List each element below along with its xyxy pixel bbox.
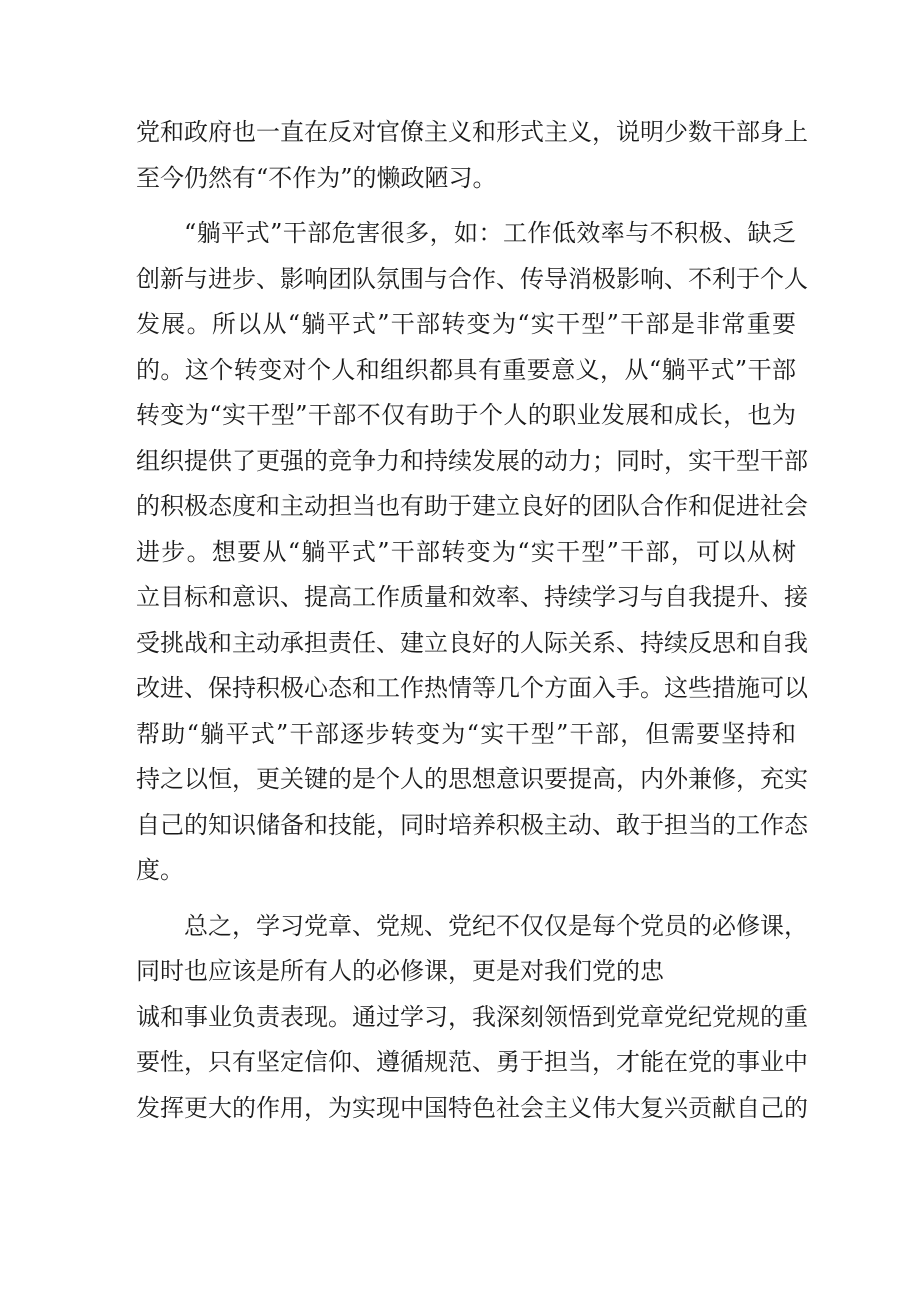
paragraph-gap xyxy=(136,894,796,904)
text-line: 帮助“躺平式”干部逐步转变为“实干型”干部，但需要坚持和 xyxy=(136,719,796,748)
paragraph-gap xyxy=(136,201,796,211)
text-line: “躺平式”干部危害很多，如：工作低效率与不积极、缺乏 xyxy=(184,219,796,247)
text-line: 要性，只有坚定信仰、遵循规范、勇于担当，才能在党的事业中 xyxy=(136,1048,808,1076)
text-line: 转变为“实干型”干部不仅有助于个人的职业发展和成长，也为 xyxy=(136,401,796,429)
text-line: 自己的知识储备和技能，同时培养积极主动、敢于担当的工作态 xyxy=(136,810,808,839)
document-body xyxy=(136,110,808,1131)
text-line: 度。 xyxy=(136,856,184,884)
paragraph-3 xyxy=(136,904,808,1132)
text-line: 党和政府也一直在反对官僚主义和形式主义，说明少数干部身上 xyxy=(136,118,808,146)
text-line: 总之，学习党章、党规、党纪不仅仅是每个党员的必修课， xyxy=(184,911,808,940)
text-line: 进步。想要从“躺平式”干部转变为“实干型”干部，可以从树 xyxy=(136,537,796,566)
text-line: 发展。所以从“躺平式”干部转变为“实干型”干部是非常重要 xyxy=(136,310,796,338)
paragraph-2 xyxy=(136,211,808,894)
text-line: 诚和事业负责表现。通过学习，我深刻领悟到党章党纪党规的重 xyxy=(136,1002,808,1031)
text-line: 同时也应该是所有人的必修课，更是对我们党的忠 xyxy=(136,957,664,985)
text-line: 发挥更大的作用，为实现中国特色社会主义伟大复兴贡献自己的 xyxy=(136,1093,808,1122)
text-line: 立目标和意识、提高工作质量和效率、持续学习与自我提升、接 xyxy=(136,583,808,611)
paragraph-1 xyxy=(136,110,808,201)
text-line: 至今仍然有“不作为”的懒政陋习。 xyxy=(136,163,497,192)
text-line: 创新与进步、影响团队氛围与合作、传导消极影响、不利于个人 xyxy=(136,264,808,293)
text-line: 持之以恒，更关键的是个人的思想意识要提高，内外兼修，充实 xyxy=(136,765,808,793)
text-line: 组织提供了更强的竞争力和持续发展的动力；同时，实干型干部 xyxy=(136,446,808,475)
text-line: 受挑战和主动承担责任、建立良好的人际关系、持续反思和自我 xyxy=(136,628,808,657)
text-line: 的。这个转变对个人和组织都具有重要意义，从“躺平式”干部 xyxy=(136,355,796,384)
text-line: 改进、保持积极心态和工作热情等几个方面入手。这些措施可以 xyxy=(136,674,808,702)
text-line: 的积极态度和主动担当也有助于建立良好的团队合作和促进社会 xyxy=(136,492,808,520)
